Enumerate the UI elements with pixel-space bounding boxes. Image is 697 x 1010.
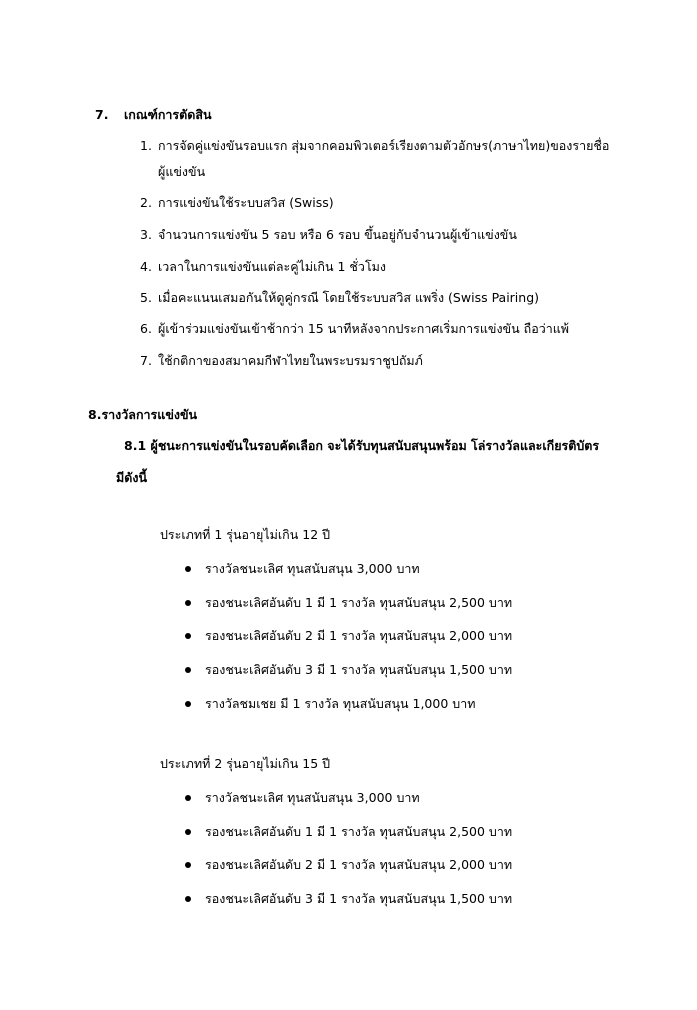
category-1-award-4: รองชนะเลิศอันดับ 3 มี 1 รางวัล ทุนสนับสนุน 1,500 บาท — [205, 662, 513, 677]
section7-item-1-num: 1. — [140, 138, 152, 153]
section7-item-1-cont: ผู้แข่งขัน — [158, 164, 206, 179]
section7-item-5-num: 5. — [140, 290, 152, 305]
category-1-award-5: รางวัลชมเชย มี 1 รางวัล ทุนสนับสนุน 1,000 บาท — [205, 696, 476, 711]
section7-item-2-text: การแข่งขันใช้ระบบสวิส (Swiss) — [158, 195, 334, 210]
category-2-award-3: รองชนะเลิศอันดับ 2 มี 1 รางวัล ทุนสนับสนุน 2,000 บาท — [205, 857, 513, 872]
bullet-icon — [185, 896, 191, 902]
section7-item-4-text: เวลาในการแข่งขันแต่ละคู่ไม่เกิน 1 ชั่วโมง — [158, 259, 386, 274]
bullet-icon — [185, 701, 191, 707]
bullet-icon — [185, 795, 191, 801]
category-2-title: ประเภทที่ 2 รุ่นอายุไม่เกิน 15 ปี — [160, 756, 331, 771]
category-1-title: ประเภทที่ 1 รุ่นอายุไม่เกิน 12 ปี — [160, 527, 331, 542]
bullet-icon — [185, 633, 191, 639]
section8-intro-line1: 8.1 ผู้ชนะการแข่งขันในรอบคัดเลือก จะได้รับทุนสนับสนุนพร้อม โล่รางวัลและเกียรติบัตร — [124, 438, 600, 453]
category-2-award-4: รองชนะเลิศอันดับ 3 มี 1 รางวัล ทุนสนับสนุน 1,500 บาท — [205, 891, 513, 906]
category-2-award-1: รางวัลชนะเลิศ ทุนสนับสนุน 3,000 บาท — [205, 790, 420, 805]
section7-item-7-text: ใช้กติกาของสมาคมกีฬาไทยในพระบรมราชูปถัมภ์ — [158, 353, 423, 368]
section7-item-4-num: 4. — [140, 259, 152, 274]
category-2-award-2: รองชนะเลิศอันดับ 1 มี 1 รางวัล ทุนสนับสนุน 2,500 บาท — [205, 824, 513, 839]
section8-intro-line2: มีดังนี้ — [116, 470, 148, 485]
bullet-icon — [185, 600, 191, 606]
bullet-icon — [185, 566, 191, 572]
bullet-icon — [185, 667, 191, 673]
bullet-icon — [185, 829, 191, 835]
section7-item-5-text: เมื่อคะแนนเสมอกันให้ดูคู่กรณี โดยใช้ระบบสวิส แพริ่ง (Swiss Pairing) — [158, 290, 540, 305]
section7-item-6-text: ผู้เข้าร่วมแข่งขันเข้าช้ากว่า 15 นาทีหลังจากประกาศเริ่มการแข่งขัน ถือว่าแพ้ — [158, 321, 570, 336]
category-1-award-1: รางวัลชนะเลิศ ทุนสนับสนุน 3,000 บาท — [205, 561, 420, 576]
section7-item-2-num: 2. — [140, 195, 152, 210]
bullet-icon — [185, 862, 191, 868]
section7-item-3-num: 3. — [140, 227, 152, 242]
section7-number: 7. — [95, 107, 109, 122]
section7-item-6-num: 6. — [140, 321, 152, 336]
section7-item-7-num: 7. — [140, 353, 152, 368]
section7-heading: เกณฑ์การตัดสิน — [124, 107, 212, 122]
category-1-award-2: รองชนะเลิศอันดับ 1 มี 1 รางวัล ทุนสนับสนุน 2,500 บาท — [205, 595, 513, 610]
category-1-award-3: รองชนะเลิศอันดับ 2 มี 1 รางวัล ทุนสนับสนุน 2,000 บาท — [205, 628, 513, 643]
section8-heading: 8.รางวัลการแข่งขัน — [88, 407, 198, 422]
section7-item-3-text: จำนวนการแข่งขัน 5 รอบ หรือ 6 รอบ ขึ้นอยู่กับจำนวนผู้เข้าแข่งขัน — [158, 227, 517, 242]
section7-item-1-text: การจัดคู่แข่งขันรอบแรก สุ่มจากคอมพิวเตอร์เรียงตามตัวอักษร(ภาษาไทย)ของรายชื่อ — [158, 138, 610, 153]
